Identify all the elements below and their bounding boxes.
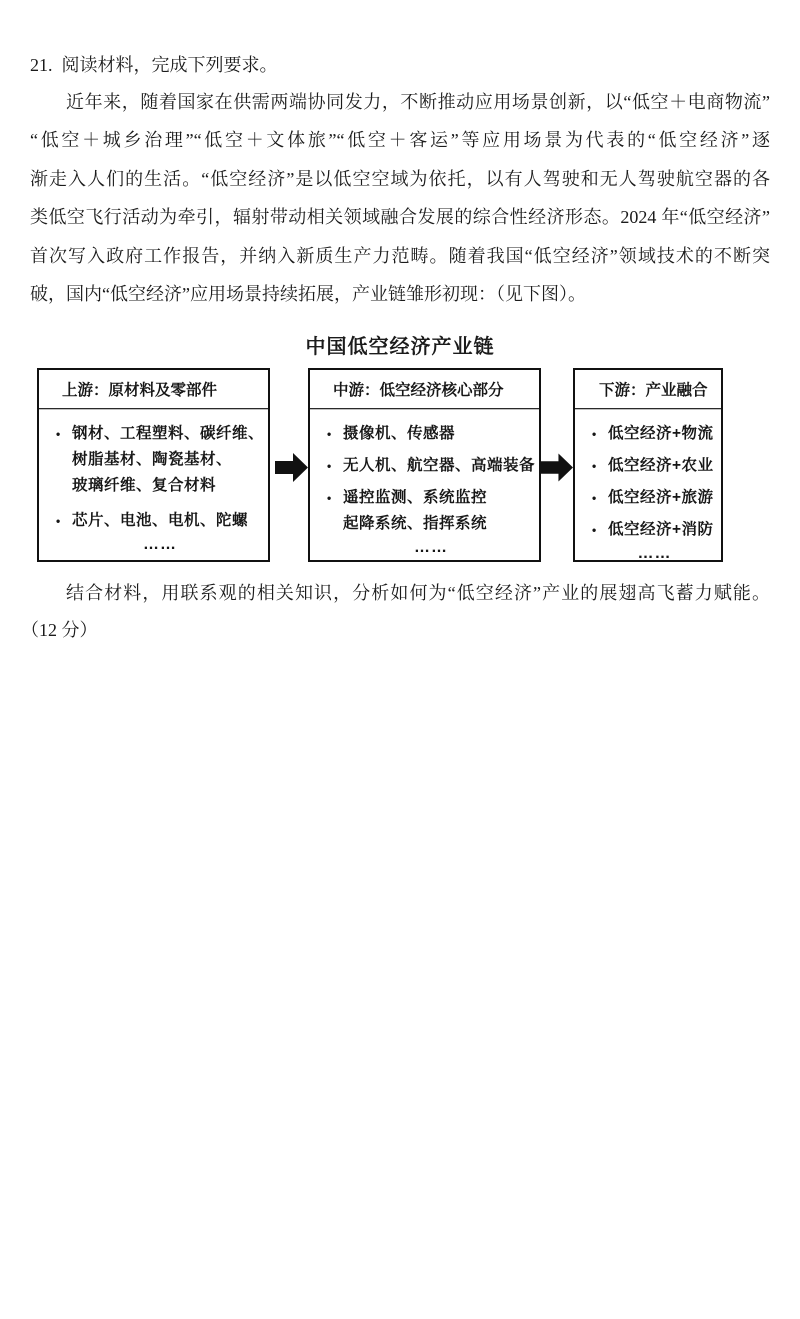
bullet-icon: • [592, 459, 597, 473]
box-header: 中游：低空经济核心部分 [310, 370, 539, 409]
list-item-line: 低空经济+消防 [608, 521, 714, 538]
list-item-line: 起降系统、指挥系统 [343, 515, 488, 532]
list-item-line: 摄像机、传感器 [343, 425, 456, 442]
diagram-box-midstream [308, 368, 541, 562]
bullet-icon: • [592, 427, 597, 441]
list-item-line: 钢材、工程塑料、碳纤维、 [72, 425, 265, 442]
list-item [592, 421, 717, 447]
diagram-box-upstream [37, 368, 270, 562]
material-line: 类低空飞行活动为牵引，辐射带动相关领域融合发展的综合性经济形态。2024 年“低空经济” [30, 207, 770, 227]
list-item [327, 453, 535, 479]
ellipsis-text: …… [143, 536, 177, 553]
bullet-icon: • [56, 514, 61, 528]
material-line: 近年来，随着国家在供需两端协同发力，不断推动应用场景创新，以“低空＋电商物流” [66, 92, 770, 112]
bullet-icon: • [592, 491, 597, 505]
list-item [592, 517, 717, 543]
box-body [575, 409, 721, 565]
list-item-line: 玻璃纤维、复合材料 [72, 477, 217, 494]
material-line: 首次写入政府工作报告，并纳入新质生产力范畴。随着我国“低空经济”领域技术的不断突 [30, 246, 770, 266]
material-line: “低空＋城乡治理”“低空＋文体旅”“低空＋客运”等应用场景为代表的“低空经济”逐 [30, 130, 770, 150]
bullet-icon: • [327, 491, 332, 505]
ellipsis-text: …… [637, 545, 672, 562]
score-text: （12 分） [21, 620, 98, 640]
list-item-line: 低空经济+物流 [608, 425, 714, 442]
box-body [310, 409, 539, 559]
box-body [39, 409, 268, 556]
material-line: 破，国内“低空经济”应用场景持续拓展，产业链雏形初现：（见下图）。 [30, 284, 586, 304]
box-header: 上游：原材料及零部件 [39, 370, 268, 409]
list-item [56, 421, 264, 499]
diagram-title: 中国低空经济产业链 [305, 336, 495, 358]
task-text: 结合材料，用联系观的相关知识，分析如何为“低空经济”产业的展翅高飞蓄力赋能。 [66, 583, 770, 603]
question-prompt: 阅读材料，完成下列要求。 [61, 55, 278, 75]
list-item [592, 485, 717, 511]
list-item-line: 低空经济+旅游 [608, 489, 714, 506]
list-item [327, 485, 535, 537]
material-line: 渐走入人们的生活。“低空经济”是以低空空域为依托，以有人驾驶和无人驾驶航空器的各 [30, 169, 770, 189]
flow-arrow-icon [541, 452, 573, 483]
question-line [30, 51, 278, 77]
list-item-line: 树脂基材、陶瓷基材、 [72, 451, 233, 468]
list-item [56, 508, 264, 534]
list-item [327, 421, 535, 447]
diagram-box-downstream [573, 368, 723, 562]
list-item-line: 遥控监测、系统监控 [343, 489, 488, 506]
list-item-line: 芯片、电池、电机、陀螺 [72, 512, 249, 529]
list-item-line: 无人机、航空器、高端装备 [343, 457, 536, 474]
ellipsis-text: …… [414, 539, 448, 556]
flow-arrow-icon [275, 452, 308, 483]
box-header: 下游：产业融合 [575, 370, 721, 409]
list-item-line: 低空经济+农业 [608, 457, 714, 474]
bullet-icon: • [56, 427, 61, 441]
question-number: 21. [30, 55, 53, 75]
bullet-icon: • [592, 523, 597, 537]
bullet-icon: • [327, 427, 332, 441]
bullet-icon: • [327, 459, 332, 473]
list-item [592, 453, 717, 479]
